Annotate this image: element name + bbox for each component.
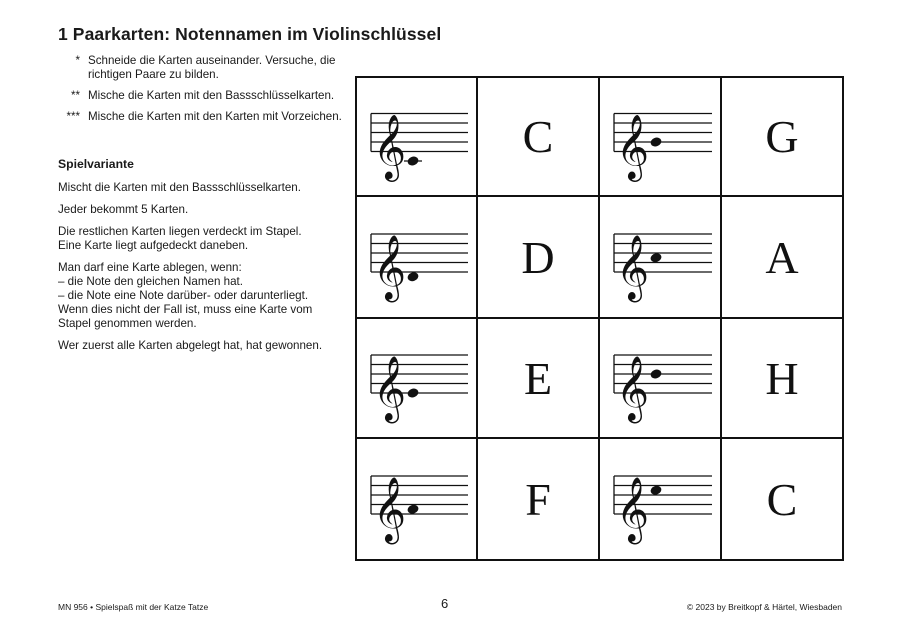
note-head	[406, 387, 419, 399]
page-title: 1 Paarkarten: Notennamen im Violinschlüssel	[58, 24, 442, 44]
staff-with-note	[600, 78, 722, 197]
variant-paragraph: Man darf eine Karte ablegen, wenn: – die Note den gleichen Namen hat. – die Note eine Note darüber- oder darunterliegt. Wenn dies nicht der Fall ist, muss eine Karte vom Stapel genommen werden.	[58, 261, 313, 330]
note-card	[598, 195, 722, 319]
note-card	[355, 437, 478, 561]
variant-paragraph: Die restlichen Karten liegen verdeckt im Stapel. Eine Karte liegt aufgedeckt daneben.	[58, 225, 302, 252]
instruction-item	[58, 54, 343, 82]
letter-card	[720, 437, 844, 561]
note-name-letter: C	[522, 111, 554, 162]
treble-clef-icon: 𝄞	[616, 114, 650, 180]
instruction-text: Mische die Karten mit den Bassschlüsselkarten.	[88, 89, 335, 102]
note-head	[649, 136, 662, 148]
page-number: 6	[441, 596, 449, 611]
variant-paragraph: Wer zuerst alle Karten abgelegt hat, hat gewonnen.	[58, 339, 323, 352]
note-card	[598, 437, 722, 561]
note-name-letter: D	[521, 231, 555, 283]
note-name-letter: F	[525, 473, 551, 525]
instructions	[58, 54, 343, 131]
footer-copyright: © 2023 by Breitkopf & Härtel, Wiesbaden	[686, 602, 842, 612]
letter-card	[476, 437, 600, 561]
letter-card	[476, 76, 600, 197]
letter-card	[476, 195, 600, 319]
variant-paragraph: Mischt die Karten mit den Bassschlüsselkarten.	[58, 181, 301, 194]
staff-with-note	[600, 319, 722, 439]
treble-clef-icon: 𝄞	[373, 477, 407, 542]
note-card	[355, 317, 478, 439]
letter-card	[476, 317, 600, 439]
note-card	[355, 195, 478, 319]
note-head	[649, 368, 662, 380]
treble-clef-icon: 𝄞	[616, 477, 650, 542]
note-name-letter: E	[523, 352, 553, 404]
note-name-letter: G	[765, 111, 799, 162]
staff-with-note	[357, 319, 478, 439]
treble-clef-icon: 𝄞	[616, 235, 650, 300]
variant-rules	[58, 181, 343, 361]
instruction-item	[58, 89, 343, 103]
letter-card	[720, 76, 844, 197]
footer-publication: MN 956 • Spielspaß mit der Katze Tatze	[58, 602, 209, 612]
note-name-letter: H	[765, 352, 799, 404]
letter-card	[720, 195, 844, 319]
note-card	[598, 76, 722, 197]
instruction-text: Schneide die Karten auseinander. Versuche, die richtigen Paare zu bilden.	[88, 54, 336, 81]
note-name-letter: C	[766, 473, 798, 525]
letter-card	[720, 317, 844, 439]
staff-with-note	[357, 439, 478, 561]
treble-clef-icon: 𝄞	[373, 114, 407, 180]
treble-clef-icon: 𝄞	[616, 356, 650, 421]
variant-paragraph: Jeder bekommt 5 Karten.	[58, 203, 189, 216]
staff-with-note	[600, 197, 722, 319]
difficulty-marker: ***	[66, 110, 80, 123]
staff-with-note	[357, 78, 478, 197]
instruction-item	[58, 110, 343, 124]
variant-heading: Spielvariante	[58, 157, 134, 171]
treble-clef-icon: 𝄞	[373, 356, 407, 421]
difficulty-marker: *	[75, 54, 80, 67]
note-card	[355, 76, 478, 197]
treble-clef-icon: 𝄞	[373, 235, 407, 300]
note-card	[598, 317, 722, 439]
staff-with-note	[600, 439, 722, 561]
note-head	[406, 155, 419, 167]
difficulty-marker: **	[70, 89, 80, 102]
note-name-letter: A	[765, 231, 799, 283]
instruction-text: Mische die Karten mit den Karten mit Vorzeichen.	[88, 110, 342, 123]
staff-with-note	[357, 197, 478, 319]
